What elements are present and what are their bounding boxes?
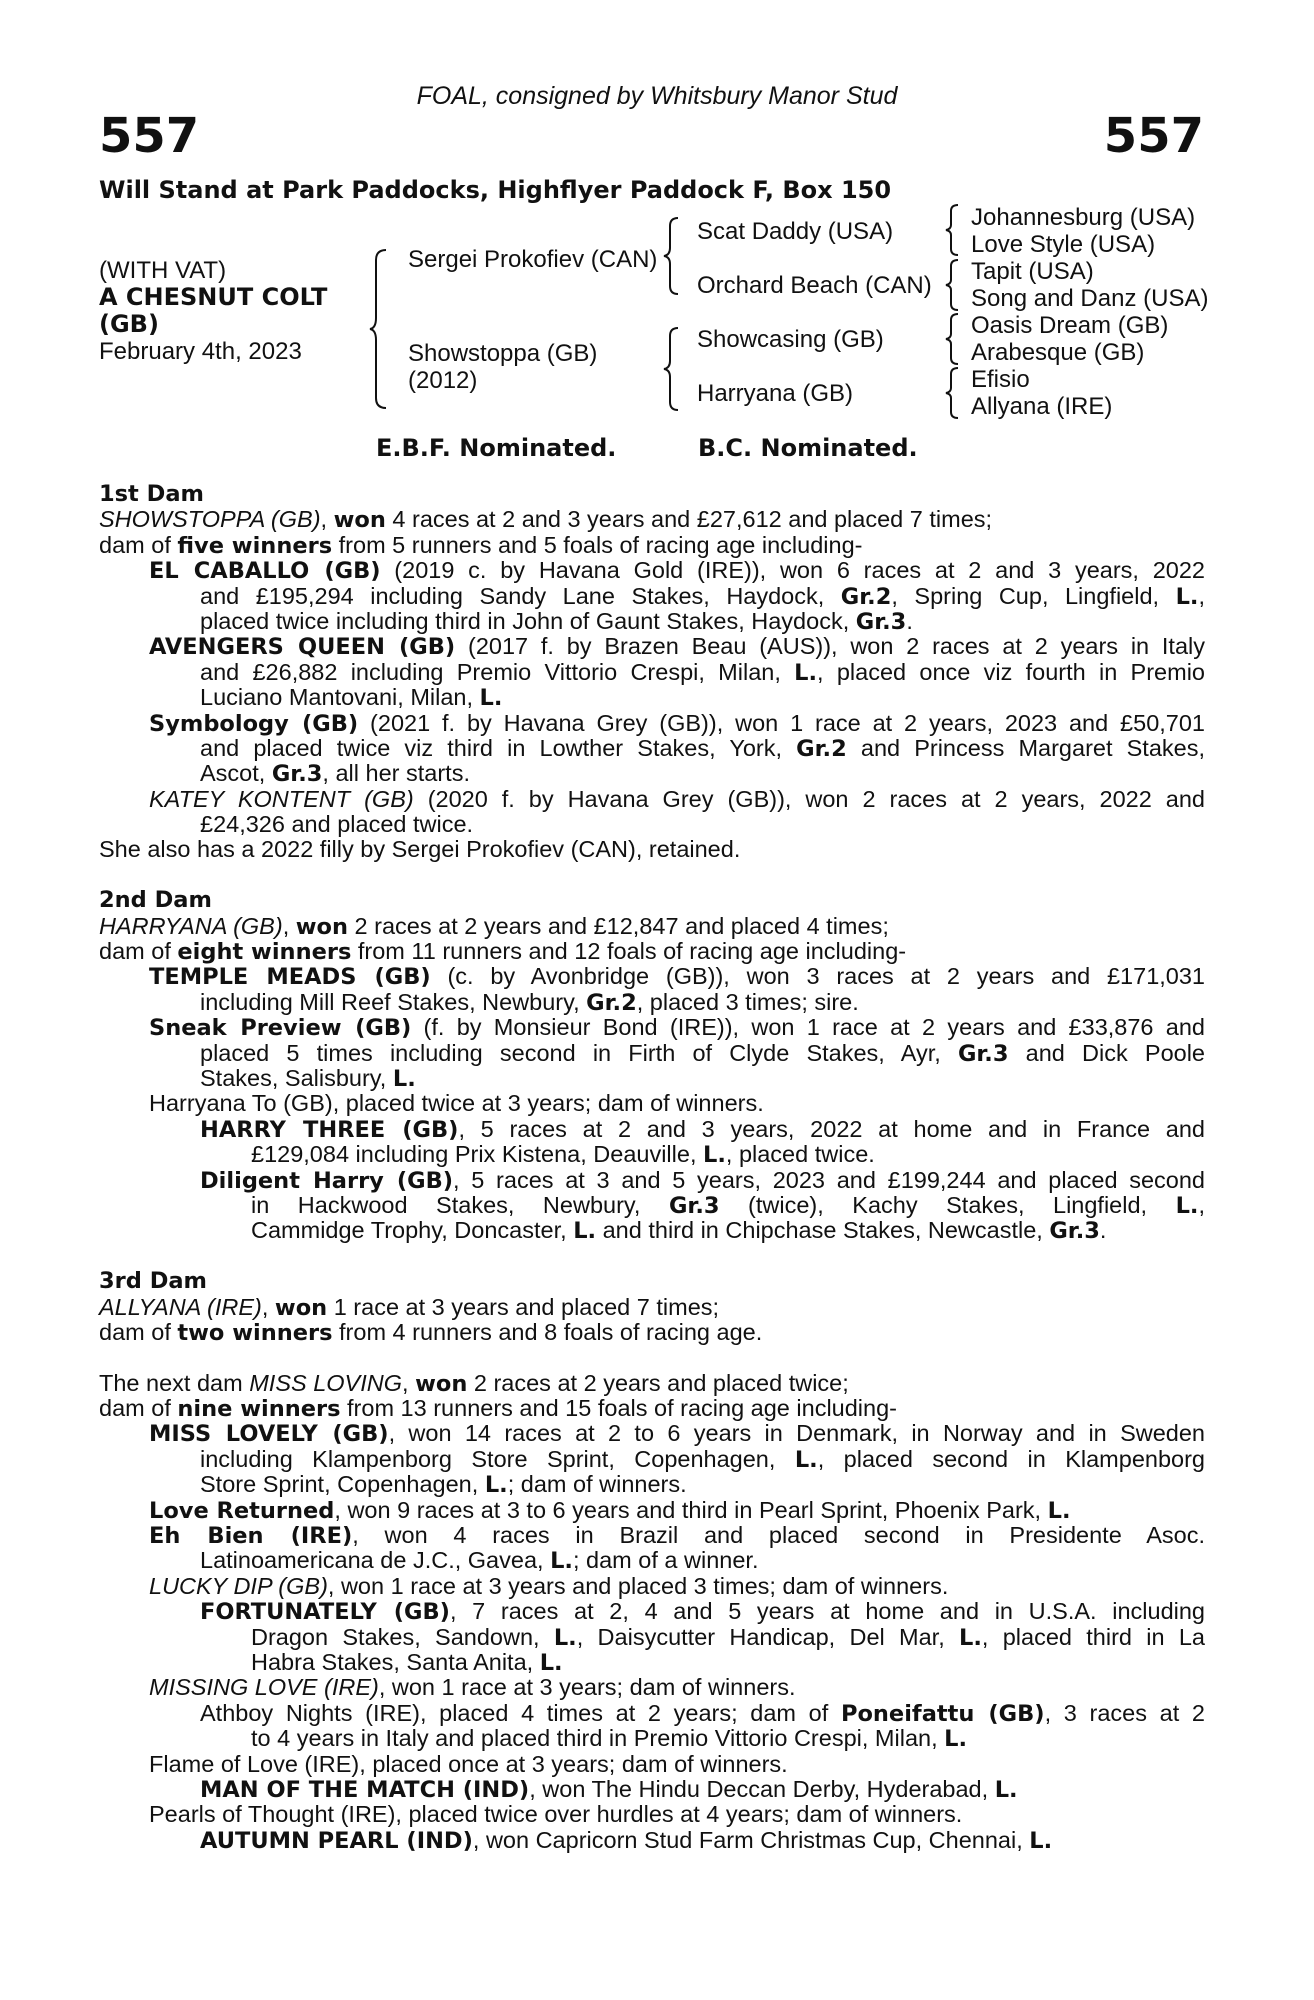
lot-number-left: 557 xyxy=(99,108,200,164)
dam-sire: Showcasing (GB) xyxy=(697,326,884,353)
list-item: AUTUMN PEARL (IND), won Capricorn Stud Farm Christmas Cup, Chennai, L. xyxy=(200,1826,1053,1854)
list-item: FORTUNATELY (GB), 7 races at 2, 4 and 5 years at home and in U.S.A. including xyxy=(200,1598,1205,1626)
great-grandsire-2: Tapit (USA) xyxy=(971,258,1094,285)
vat-note: (WITH VAT) xyxy=(99,257,227,284)
list-item: HARRY THREE (GB), 5 races at 2 and 3 years, 2022 at home and in France and xyxy=(200,1115,1205,1143)
list-item: TEMPLE MEADS (GB) (c. by Avonbridge (GB)), won 3 races at 2 years and £171,031 xyxy=(149,963,1205,991)
list-item: KATEY KONTENT (GB) (2020 f. by Havana Grey (GB)), won 2 races at 2 years, 2022 and xyxy=(149,785,1205,812)
consignor-line: FOAL, consigned by Whitsbury Manor Stud xyxy=(416,82,898,110)
third-dam-section: 3rd Dam ALLYANA (IRE), won 1 race at 3 years and placed 7 times; dam of two winners from 4 runners and 8 foals of racing age. xyxy=(99,1269,1205,1345)
stand-location: Will Stand at Park Paddocks, Highflyer Paddock F, Box 150 xyxy=(99,176,892,204)
dam-name: Showstoppa (GB) xyxy=(408,340,598,367)
sire-name: Sergei Prokofiev (CAN) xyxy=(408,246,658,273)
list-item: EL CABALLO (GB) (2019 c. by Havana Gold (IRE)), won 6 races at 2 and 3 years, 2022 xyxy=(149,557,1205,585)
lot-description: A CHESNUT COLT xyxy=(99,283,328,311)
list-item: MISSING LOVE (IRE), won 1 race at 3 years; dam of winners. xyxy=(149,1674,796,1701)
list-item: MAN OF THE MATCH (IND), won The Hindu Deccan Derby, Hyderabad, L. xyxy=(200,1775,1018,1803)
brace-g4 xyxy=(944,366,960,420)
list-item: Sneak Preview (GB) (f. by Monsieur Bond (IRE)), won 1 race at 2 years and £33,876 and xyxy=(149,1014,1205,1042)
next-dam-section: The next dam MISS LOVING, won 2 races at 2 years and placed twice; dam of nine winners from 13 runners and 15 foals of racing age including- MISS LOVELY (GB), won 14 races at 2 to 6 years in Denmark, in Norway and in Sweden including Klampenborg Store Sprint, Copenhagen, L., placed second in Klampenborg Store Sprint, Copenhagen, L.; dam of winners. Love Returned, won 9 races at 3 to 6 years and third in Pearl Sprint, Phoenix Park, L. Eh Bien (IRE), won 4 races in Brazil and placed second in Presidente Asoc. Latinoamericana de J.C., Gavea, L.; dam of a winner. LUCKY DIP (GB), won 1 race at 3 years and placed 3 times; dam of winners. FORTUNATELY (GB), 7 races at 2, 4 and 5 years at home and in U.S.A. including Dragon Stakes, Sandown, L., Daisycutter Handicap, Del Mar, L., placed third in La Habra Stakes, Santa Anita, L. MISSING LOVE (IRE), won 1 race at 3 years; dam of winners. Athboy Nights (IRE), placed 4 times at 2 years; dam of Poneifattu (GB), 3 races at 2 to 4 years in Italy and placed third in Premio Vittorio Crespi, Milan, L. Flame of Love (IRE), placed once at 3 years; dam of winners. MAN OF THE MATCH (IND), won The Hindu Deccan Derby, Hyderabad, L. Pearls of Thought (IRE), placed twice over hurdles at 4 years; dam of winners. AUTUMN PEARL (IND), won Capricorn Stud Farm Christmas Cup, Chennai, L. xyxy=(99,1369,1206,1854)
bc-nomination: B.C. Nominated. xyxy=(698,434,918,462)
list-item: Diligent Harry (GB), 5 races at 3 and 5 years, 2023 and £199,244 and placed second xyxy=(200,1166,1205,1194)
list-item: Symbology (GB) (2021 f. by Havana Grey (GB)), won 1 race at 2 years, 2023 and £50,701 xyxy=(149,709,1206,737)
second-dam-section: 2nd Dam HARRYANA (GB), won 2 races at 2 years and £12,847 and placed 4 times; dam of eight winners from 11 runners and 12 foals of racing age including- TEMPLE MEADS (GB) (c. by Avonbridge (GB)), won 3 races at 2 years and £171,031 including Mill Reef Stakes, Newbury, Gr.2, placed 3 times; sire. Sneak Preview (GB) (f. by Monsieur Bond (IRE)), won 1 race at 2 years and £33,876 and placed 5 times including second in Firth of Clyde Stakes, Ayr, Gr.3 and Dick Poole Stakes, Salisbury, L. Harryana To (GB), placed twice at 3 years; dam of winners. HARRY THREE (GB), 5 races at 2 and 3 years, 2022 at home and in France and £129,084 including Prix Kistena, Deauville, L., placed twice. Diligent Harry (GB), 5 races at 3 and 5 years, 2023 and £199,244 and placed second in Hackwood Stakes, Newbury, Gr.3 (twice), Kachy Stakes, Lingfield, L., Cammidge Trophy, Doncaster, L. and third in Chipchase Stakes, Newcastle, Gr.3. xyxy=(99,887,1206,1245)
dam-name: SHOWSTOPPA (GB) xyxy=(99,506,321,533)
sire-sire: Scat Daddy (USA) xyxy=(697,218,894,245)
list-item: Flame of Love (IRE), placed once at 3 years; dam of winners. xyxy=(149,1750,788,1777)
list-item: Athboy Nights (IRE), placed 4 times at 2 years; dam of Poneifattu (GB), 3 races at 2 xyxy=(200,1699,1205,1727)
great-granddam-2: Song and Danz (USA) xyxy=(971,285,1209,312)
dam-name: MISS LOVING xyxy=(249,1369,403,1396)
lot-number-right: 557 xyxy=(1103,108,1204,164)
brace-g2 xyxy=(944,258,960,312)
great-granddam-4: Allyana (IRE) xyxy=(971,393,1113,420)
sire-dam: Orchard Beach (CAN) xyxy=(697,272,932,299)
list-item: Pearls of Thought (IRE), placed twice over hurdles at 4 years; dam of winners. xyxy=(149,1801,963,1828)
list-item: Eh Bien (IRE), won 4 races in Brazil and placed second in Presidente Asoc. xyxy=(149,1522,1206,1550)
list-item: AVENGERS QUEEN (GB) (2017 f. by Brazen Beau (AUS)), won 2 races at 2 years in Italy xyxy=(149,633,1205,661)
section-heading: 2nd Dam xyxy=(99,887,212,914)
foaling-date: February 4th, 2023 xyxy=(99,338,302,365)
brace-dam xyxy=(662,326,682,412)
brace-g1 xyxy=(944,203,960,257)
produce-record xyxy=(99,482,1205,1853)
brace-sire xyxy=(662,216,682,296)
list-item: LUCKY DIP (GB), won 1 race at 3 years and placed 3 times; dam of winners. xyxy=(149,1572,949,1599)
great-grandsire-4: Efisio xyxy=(971,366,1030,393)
great-grandsire-3: Oasis Dream (GB) xyxy=(971,312,1169,339)
lot-description-country: (GB) xyxy=(99,310,159,338)
dam-name: ALLYANA (IRE) xyxy=(99,1293,262,1320)
great-granddam-3: Arabesque (GB) xyxy=(971,339,1145,366)
great-granddam-1: Love Style (USA) xyxy=(971,231,1156,258)
great-grandsire-1: Johannesburg (USA) xyxy=(971,204,1196,231)
list-item: Love Returned, won 9 races at 3 to 6 years and third in Pearl Sprint, Phoenix Park, L. xyxy=(149,1496,1071,1524)
dam-dam: Harryana (GB) xyxy=(697,380,854,407)
dam-name: HARRYANA (GB) xyxy=(99,912,283,939)
brace-g3 xyxy=(944,312,960,366)
brace-generation-1 xyxy=(368,248,392,410)
dam-foaled-year: (2012) xyxy=(408,367,478,394)
ebf-nomination: E.B.F. Nominated. xyxy=(376,434,617,462)
section-heading: 1st Dam xyxy=(99,481,204,507)
section-heading: 3rd Dam xyxy=(99,1268,207,1295)
first-dam-section: 1st Dam SHOWSTOPPA (GB), won 4 races at 2 and 3 years and £27,612 and placed 7 times; dam of five winners from 5 runners and 5 foals of racing age including- EL CABALLO (GB) (2019 c. by Havana Gold (IRE)), won 6 races at 2 and 3 years, 2022 and £195,294 including Sandy Lane Stakes, Haydock, Gr.2, Spring Cup, Lingfield, L., placed twice including third in John of Gaunt Stakes, Haydock, Gr.3. AVENGERS QUEEN (GB) (2017 f. by Brazen Beau (AUS)), won 2 races at 2 years in Italy and £26,882 including Premio Vittorio Crespi, Milan, L., placed once viz fourth in Premio Luciano Mantovani, Milan, L. Symbology (GB) (2021 f. by Havana Grey (GB)), won 1 race at 2 years, 2023 and £50,701 and placed twice viz third in Lowther Stakes, York, Gr.2 and Princess Margaret Stakes, Ascot, Gr.3, all her starts. KATEY KONTENT (GB) (2020 f. by Havana Grey (GB)), won 2 races at 2 years, 2022 and £24,326 and placed twice. She also has a 2022 filly by Sergei Prokofiev (CAN), retained. xyxy=(99,481,1206,863)
list-item: Harryana To (GB), placed twice at 3 years; dam of winners. xyxy=(149,1090,764,1117)
list-item: MISS LOVELY (GB), won 14 races at 2 to 6 years in Denmark, in Norway and in Sweden xyxy=(149,1420,1205,1448)
